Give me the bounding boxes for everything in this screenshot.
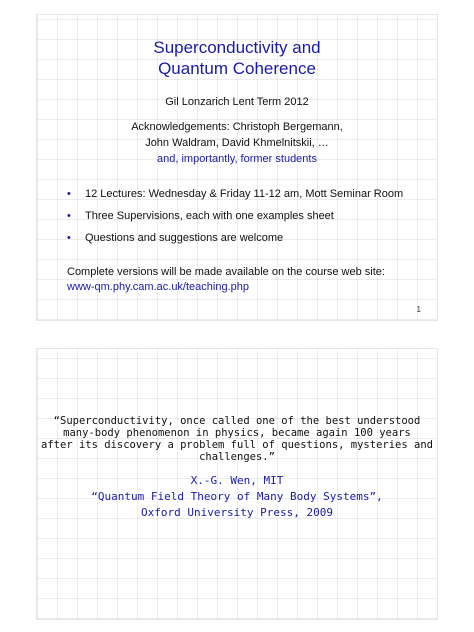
attrib-book: “Quantum Field Theory of Many Body Systems”, <box>91 490 383 503</box>
bullet-text: Questions and suggestions are welcome <box>85 232 284 244</box>
quote-line-4: challenges.” <box>199 451 275 463</box>
quote-line-2: many-body phenomenon in physics, became again 100 years <box>63 427 411 439</box>
quote-line-3: after its discovery a problem full of questions, mysteries and <box>41 439 433 451</box>
bullet-icon: • <box>67 232 71 244</box>
attrib-author: X.-G. Wen, MIT <box>190 474 284 487</box>
ack-line-1: Acknowledgements: Christoph Bergemann, <box>131 121 343 133</box>
list-item <box>67 187 403 209</box>
page-number: 1 <box>416 305 421 314</box>
bullet-list <box>67 187 403 253</box>
title-line-1: Superconductivity and <box>153 38 321 57</box>
slide-1 <box>36 14 438 321</box>
quote <box>37 415 437 463</box>
attrib-publisher: Oxford University Press, 2009 <box>140 506 334 519</box>
title-line-2: Quantum Coherence <box>158 59 316 78</box>
ack-line-2: John Waldram, David Khmelnitskii, … <box>145 137 329 149</box>
web-note-text: Complete versions will be made available on the course web site: <box>67 266 385 278</box>
slide-2 <box>36 348 438 620</box>
list-item <box>67 209 403 231</box>
bullet-text: Three Supervisions, each with one examples sheet <box>85 210 334 222</box>
list-item <box>67 231 403 253</box>
course-web-link[interactable]: www-qm.phy.cam.ac.uk/teaching.php <box>67 281 249 293</box>
quote-attribution <box>37 473 437 521</box>
bullet-icon: • <box>67 188 71 200</box>
quote-line-1: “Superconductivity, once called one of the best understood <box>53 415 421 427</box>
slide-title <box>37 37 437 79</box>
acknowledgements <box>37 119 437 167</box>
bullet-icon: • <box>67 210 71 222</box>
ack-line-3: and, importantly, former students <box>157 153 317 165</box>
author-term: Gil Lonzarich Lent Term 2012 <box>165 96 309 108</box>
web-note <box>67 265 385 295</box>
bullet-text: 12 Lectures: Wednesday & Friday 11-12 am, Mott Seminar Room <box>85 188 404 200</box>
